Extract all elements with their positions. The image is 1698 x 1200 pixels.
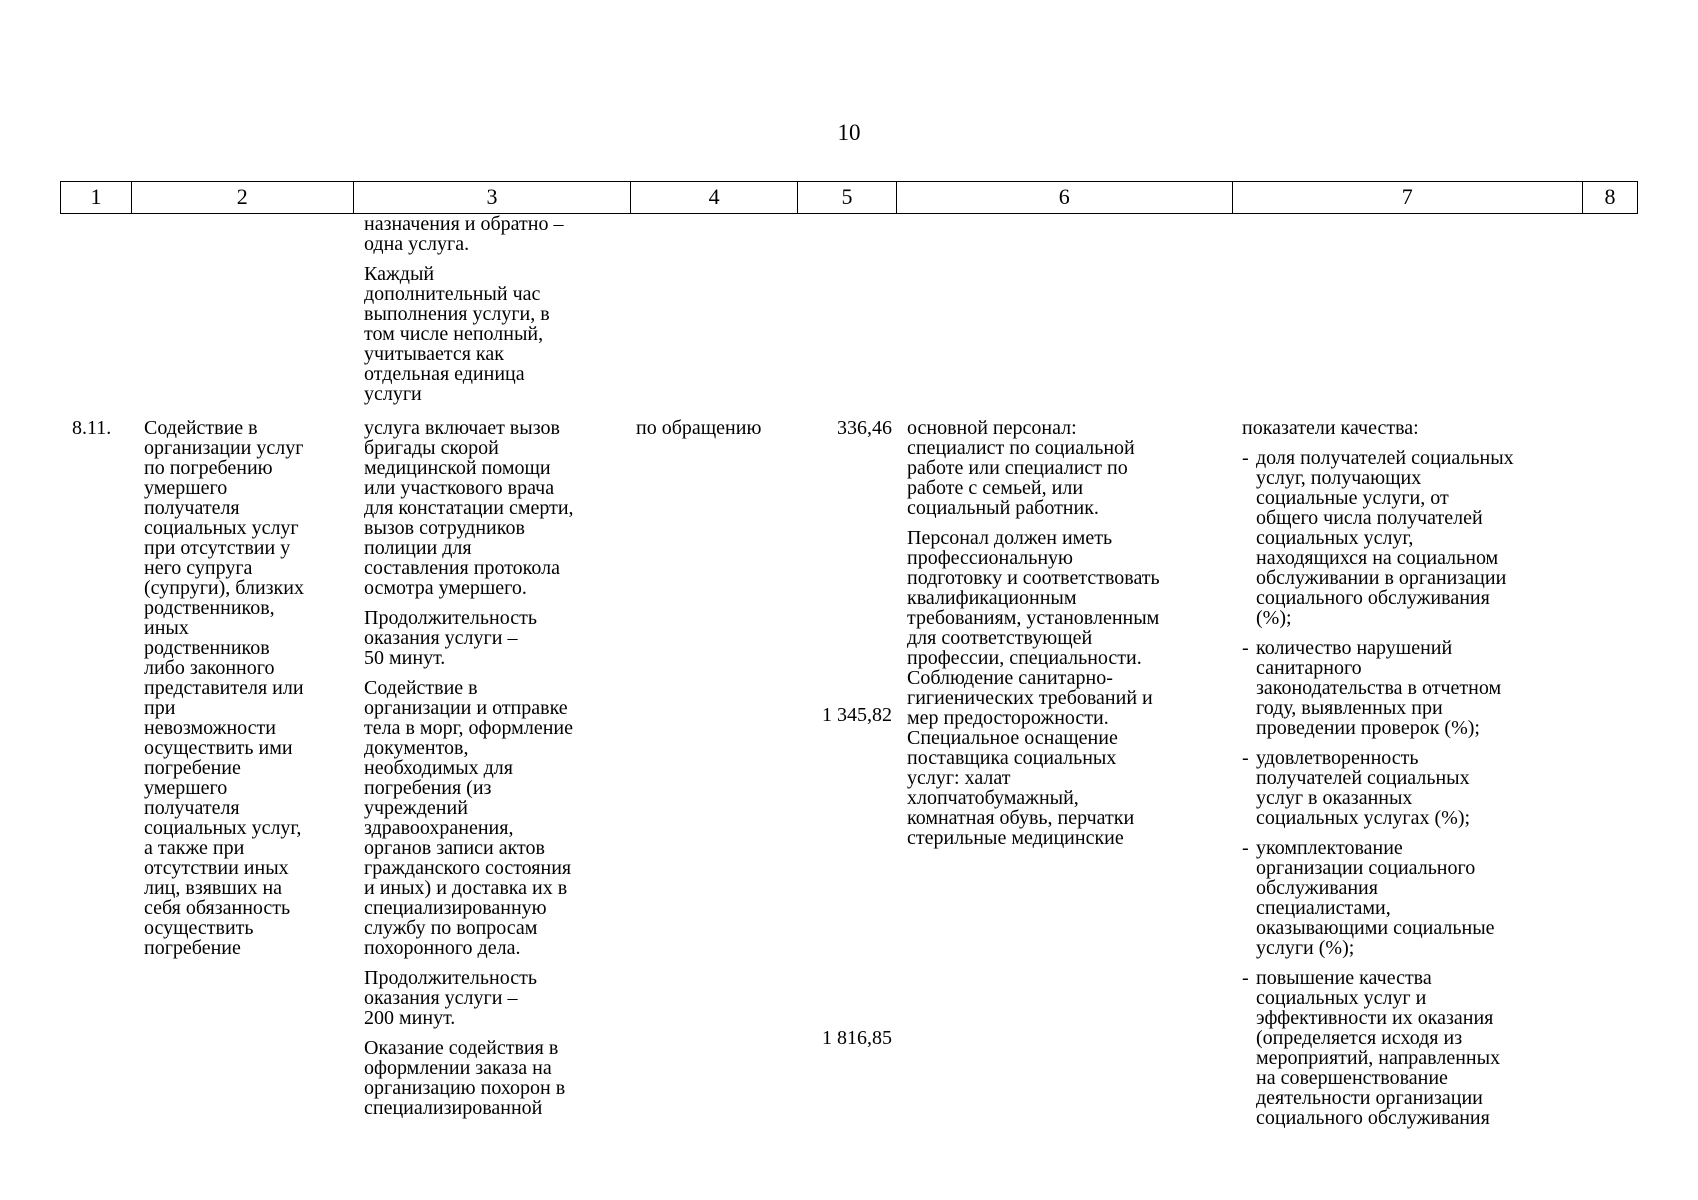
quality-item: [1242, 448, 1514, 628]
description-para: Продолжительность оказания услуги – 50 минут.: [364, 607, 537, 669]
quality-indicators: [1242, 418, 1514, 1138]
quality-item-text: доля получателей социальных услуг, получающих социальные услуги, от общего числа получателей социальных услуг, находящихся на социальном обслуживании в организации социального обслуживания (%);: [1256, 447, 1514, 629]
quality-item-text: укомплектование организации социального обслуживания специалистами, оказывающими социальные услуги (%);: [1256, 837, 1495, 959]
quality-item: [1242, 748, 1514, 828]
bullet-dash: -: [1242, 447, 1249, 469]
header-col-5: 5: [798, 182, 897, 213]
price-value: 336,46: [837, 417, 892, 439]
price-value: 1 345,82: [822, 704, 892, 726]
description-para: Содействие в организации и отправке тела в морг, оформление документов, необходимых для погребения (из учреждений здравоохранения, органов записи актов гражданского состояния и иных) и доставка их в специализированную службу по вопросам похоронного дела.: [364, 677, 573, 959]
description-para: Оказание содействия в оформлении заказа на организацию похорон в специализированной: [364, 1037, 566, 1119]
continuation-para: Каждый дополнительный час выполнения услуги, в том числе неполный, учитывается как отдельная единица услуги: [364, 263, 550, 405]
quality-item: [1242, 838, 1514, 958]
header-col-2: 2: [132, 182, 354, 213]
bullet-dash: -: [1242, 637, 1249, 659]
page-number: 10: [837, 120, 861, 145]
quality-item: [1242, 968, 1514, 1128]
service-frequency: по обращению: [636, 417, 762, 439]
service-name: [144, 418, 304, 968]
continuation-para: назначения и обратно – одна услуга.: [364, 213, 564, 255]
service-name-text: Содействие в организации услуг по погребению умершего получателя социальных услуг при отсутствии у него супруга (супруги), близких родственников, иных родственников либо законного представителя или при невозможности осуществить ими погребение умершего получателя социальных услуг, а также при отсутствии иных лиц, взявших на себя обязанность осуществить погребение: [144, 417, 304, 959]
staff-para: Персонал должен иметь профессиональную подготовку и соответствовать квалификационным требованиям, установленным для соответствующей профессии, специальности. Соблюдение санитарно- гигиенических требований и мер предосторожности. Специальное оснащение поставщика социальных услуг: халат хлопчатобумажный, комнатная обувь, перчатки стерильные медицинские: [907, 527, 1160, 849]
staff-requirements: [907, 418, 1160, 858]
quality-title: показатели качества:: [1242, 417, 1419, 439]
price-value: 1 816,85: [822, 1027, 892, 1049]
description-para: услуга включает вызов бригады скорой медицинской помощи или участкового врача для констатации смерти, вызов сотрудников полиции для составления протокола осмотра умершего.: [364, 417, 574, 599]
bullet-dash: -: [1242, 967, 1249, 989]
quality-item: [1242, 638, 1514, 738]
header-col-3: 3: [354, 182, 632, 213]
service-description: [364, 418, 574, 1128]
row-number: 8.11.: [72, 417, 112, 439]
bullet-dash: -: [1242, 837, 1249, 859]
continuation-text: [364, 214, 563, 414]
quality-item-text: удовлетворенность получателей социальных услуг в оказанных социальных услугах (%);: [1256, 747, 1471, 829]
staff-para: основной персонал: специалист по социальной работе или специалист по работе с семьей, или социальный работник.: [907, 417, 1135, 519]
header-col-6: 6: [897, 182, 1233, 213]
header-col-4: 4: [631, 182, 798, 213]
table-header-row: [60, 181, 1638, 214]
description-para: Продолжительность оказания услуги – 200 минут.: [364, 967, 537, 1029]
header-col-1: 1: [61, 182, 132, 213]
quality-item-text: повышение качества социальных услуг и эффективности их оказания (определяется исходя из мероприятий, направленных на совершенствование деятельности организации социального обслуживания: [1256, 967, 1501, 1129]
quality-item-text: количество нарушений санитарного законодательства в отчетном году, выявленных при проведении проверок (%);: [1256, 637, 1502, 739]
bullet-dash: -: [1242, 747, 1249, 769]
header-col-7: 7: [1233, 182, 1584, 213]
header-col-8: 8: [1604, 184, 1616, 209]
